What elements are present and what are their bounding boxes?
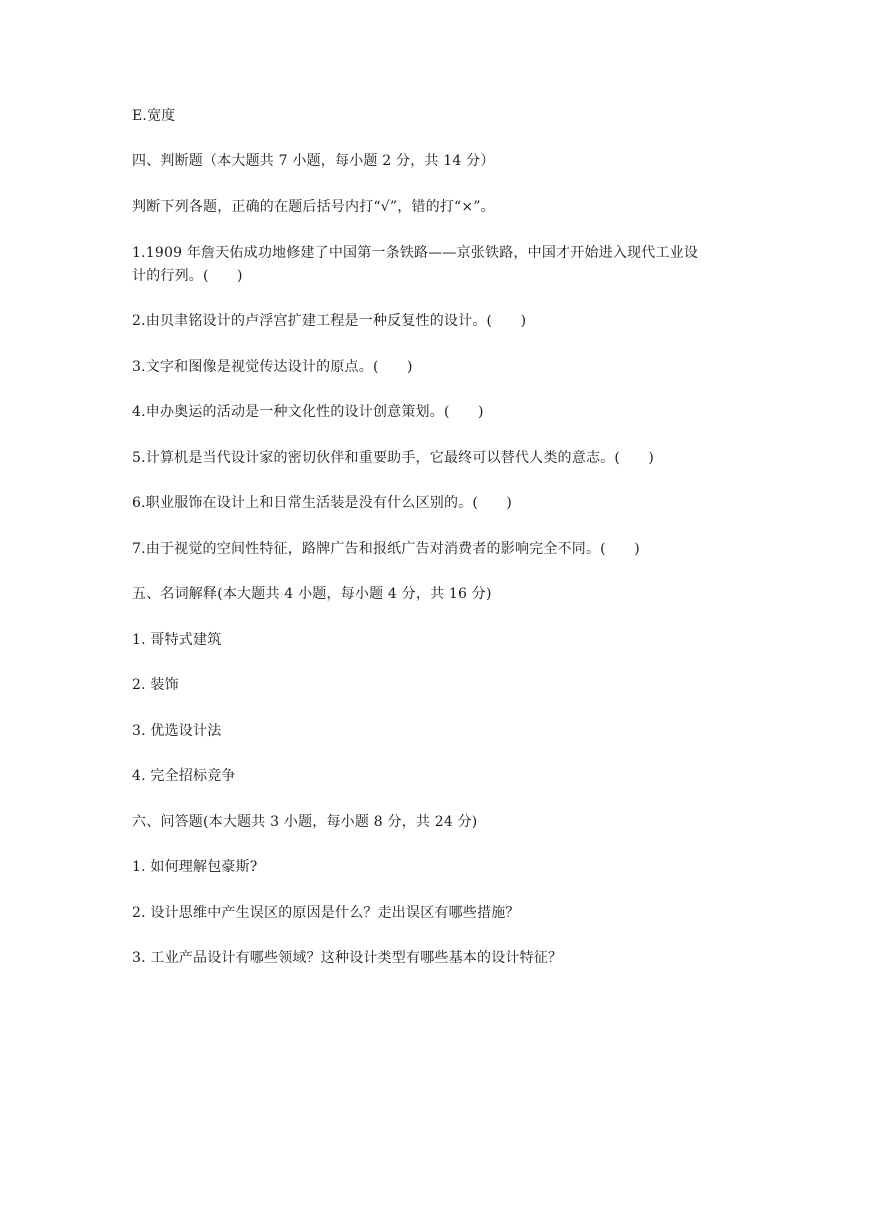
section-six-heading: 六、问答题(本大题共 3 小题，每小题 8 分，共 24 分) [132, 814, 478, 830]
essay-question-2: 2. 设计思维中产生误区的原因是什么？走出误区有哪些措施？ [132, 905, 520, 921]
section-five-heading: 五、名词解释(本大题共 4 小题，每小题 4 分，共 16 分) [132, 586, 492, 602]
judgment-question-1-line-2: 计的行列。( ) [132, 268, 243, 284]
term-1: 1. 哥特式建筑 [132, 632, 222, 648]
judgment-question-5: 5.计算机是当代设计家的密切伙伴和重要助手，它最终可以替代人类的意志。( ) [132, 450, 655, 466]
term-4: 4. 完全招标竞争 [132, 768, 236, 784]
term-3: 3. 优选设计法 [132, 723, 222, 739]
option-e: E.宽度 [132, 108, 176, 124]
term-2: 2. 装饰 [132, 677, 179, 693]
judgment-question-1-line-1: 1.1909 年詹天佑成功地修建了中国第一条铁路——京张铁路，中国才开始进入现代工业设 [132, 245, 699, 261]
essay-question-1: 1. 如何理解包豪斯? [132, 859, 258, 875]
section-four-instruction: 判断下列各题，正确的在题后括号内打“√”，错的打“×”。 [132, 199, 495, 215]
judgment-question-3: 3.文字和图像是视觉传达设计的原点。( ) [132, 359, 413, 375]
judgment-question-2: 2.由贝聿铭设计的卢浮宫扩建工程是一种反复性的设计。( ) [132, 313, 527, 329]
judgment-question-7: 7.由于视觉的空间性特征，路牌广告和报纸广告对消费者的影响完全不同。( ) [132, 541, 640, 557]
judgment-question-4: 4.申办奥运的活动是一种文化性的设计创意策划。( ) [132, 404, 484, 420]
essay-question-3: 3. 工业产品设计有哪些领域？这种设计类型有哪些基本的设计特征？ [132, 950, 563, 966]
section-four-heading: 四、判断题（本大题共 7 小题，每小题 2 分，共 14 分） [132, 153, 495, 169]
judgment-question-6: 6.职业服饰在设计上和日常生活装是没有什么区别的。( ) [132, 495, 513, 511]
